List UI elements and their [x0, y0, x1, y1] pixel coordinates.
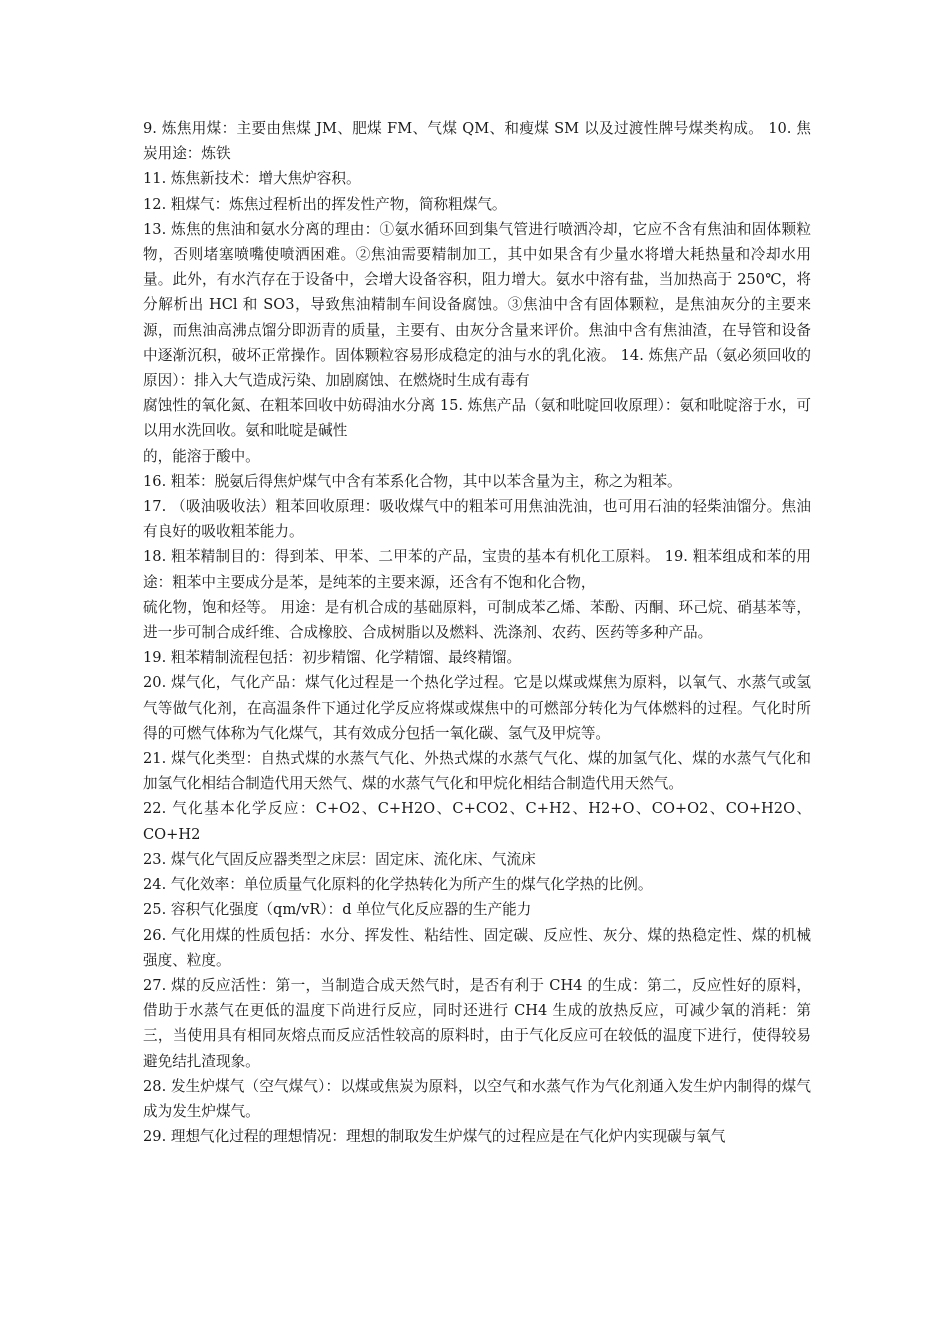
paragraph-16: 16. 粗苯：脱氨后得焦炉煤气中含有苯系化合物，其中以苯含量为主，称之为粗苯。: [143, 472, 682, 490]
paragraph-20: 20. 煤气化，气化产品：煤气化过程是一个热化学过程。它是以煤或煤焦为原料，以氧气、水蒸气或氢气等做气化剂，在高温条件下通过化学反应将煤或煤焦中的可燃部分转化为气体燃料的过程。气化时所得的可燃气体称为气化煤气，其有效成分包括一氧化碳、氢气及甲烷等。: [143, 674, 811, 742]
paragraph-23: 23. 煤气化气固反应器类型之床层：固定床、流化床、气流床: [143, 850, 536, 868]
paragraph-12: 12. 粗煤气：炼焦过程析出的挥发性产物，简称粗煤气。: [143, 195, 507, 213]
paragraph-29: 29. 理想气化过程的理想情况：理想的制取发生炉煤气的过程应是在气化炉内实现碳与氧气: [143, 1128, 726, 1146]
paragraph-13-14: 13. 炼焦的焦油和氨水分离的理由：①氨水循环回到集气管进行喷洒冷却，它应不含有焦油和固体颗粒物，否则堵塞喷嘴使喷洒困难。②焦油需要精制加工，其中如果含有少量水将增大耗热量和冷却水用量。此外，有水汽存在于设备中，会增大设备容积，阻力增大。氨水中溶有盐，当加热高于 250℃，将分解析出 HCl 和 SO3，导致焦油精制车间设备腐蚀。③焦油中含有固体颗粒，是焦油灰分的主要来源，而焦油高沸点馏分即沥青的质量，主要有、由灰分含量来评价。焦油中含有焦油渣，在导管和设备中逐渐沉积，破坏正常操作。固体颗粒容易形成稳定的油与水的乳化液。 14. 炼焦产品（氨必须回收的原因）：排入大气造成污染、加剧腐蚀、在燃烧时生成有毒有: [143, 220, 811, 390]
paragraph-15-cont: 的，能溶于酸中。: [143, 447, 260, 465]
paragraph-14-15: 腐蚀性的氧化氮、在粗苯回收中妨碍油水分离 15. 炼焦产品（氨和吡啶回收原理）：氨和吡啶溶于水，可以用水洗回收。氨和吡啶是碱性: [143, 397, 811, 440]
paragraph-24: 24. 气化效率：单位质量气化原料的化学热转化为所产生的煤气化学热的比例。: [143, 876, 653, 894]
paragraph-11: 11. 炼焦新技术：增大焦炉容积。: [143, 170, 361, 188]
paragraph-18-19: 18. 粗苯精制目的：得到苯、甲苯、二甲苯的产品，宝贵的基本有机化工原料。 19. 粗苯组成和苯的用途：粗苯中主要成分是苯，是纯苯的主要来源，还含有不饱和化合物，: [143, 548, 811, 591]
paragraph-17: 17. （吸油吸收法）粗苯回收原理：吸收煤气中的粗苯可用焦油洗油，也可用石油的轻柴油馏分。焦油有良好的吸收粗苯能力。: [143, 498, 811, 541]
paragraph-22: 22. 气化基本化学反应：C+O2、C+H2O、C+CO2、C+H2、H2+O、CO+O2、CO+H2O、CO+H2: [143, 800, 811, 843]
paragraph-28: 28. 发生炉煤气（空气煤气）：以煤或焦炭为原料，以空气和水蒸气作为气化剂通入发生炉内制得的煤气成为发生炉煤气。: [143, 1077, 811, 1120]
paragraph-25: 25. 容积气化强度（qm/vR）：d 单位气化反应器的生产能力: [143, 901, 532, 919]
paragraph-21: 21. 煤气化类型：自热式煤的水蒸气气化、外热式煤的水蒸气气化、煤的加氢气化、煤的水蒸气气化和加氢气化相结合制造代用天然气、煤的水蒸气气化和甲烷化相结合制造代用天然气。: [143, 750, 811, 793]
paragraph-19-flow: 19. 粗苯精制流程包括：初步精馏、化学精馏、最终精馏。: [143, 649, 522, 667]
paragraph-9-10: 9. 炼焦用煤：主要由焦煤 JM、肥煤 FM、气煤 QM、和瘦煤 SM 以及过渡性牌号煤类构成。 10. 焦炭用途：炼铁: [143, 120, 811, 163]
paragraph-19-uses: 硫化物，饱和烃等。 用途：是有机合成的基础原料，可制成苯乙烯、苯酚、丙酮、环己烷、硝基苯等，进一步可制合成纤维、合成橡胶、合成树脂以及燃料、洗涤剂、农药、医药等多种产品。: [143, 598, 811, 642]
paragraph-27: 27. 煤的反应活性：第一，当制造合成天然气时，是否有利于 CH4 的生成：第二，反应性好的原料，借助于水蒸气在更低的温度下尚进行反应，同时还进行 CH4 生成的放热反应，可减少氧的消耗：第三，当使用具有相同灰熔点而反应活性较高的原料时，由于气化反应可在较低的温度下进行，使得较易避免结扎渣现象。: [143, 976, 811, 1070]
document-body: [143, 116, 811, 1149]
paragraph-26: 26. 气化用煤的性质包括：水分、挥发性、粘结性、固定碳、反应性、灰分、煤的热稳定性、煤的机械强度、粒度。: [143, 926, 811, 969]
